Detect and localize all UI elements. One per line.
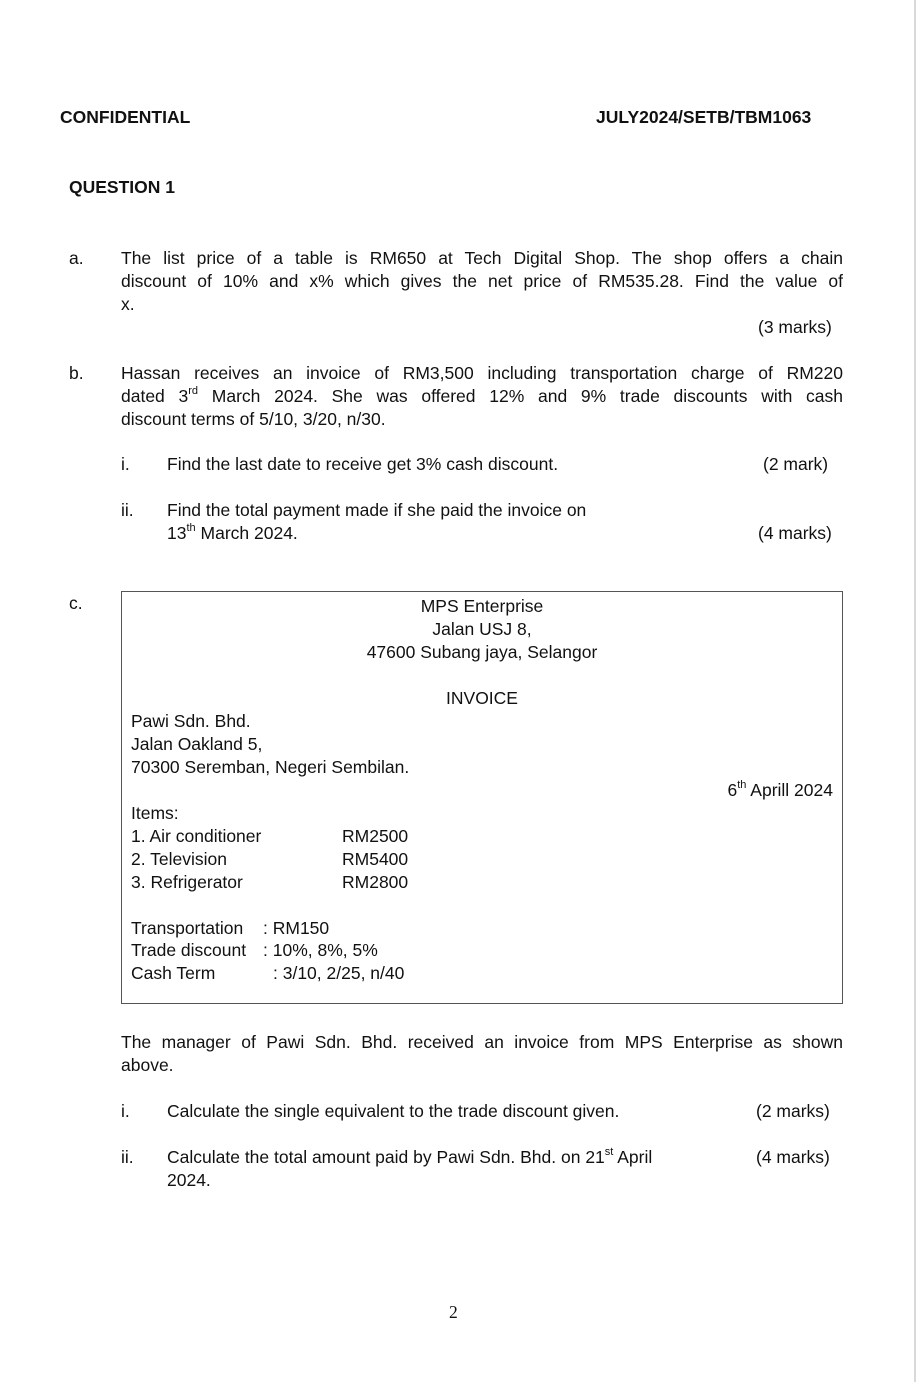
invoice-recipient-address2: 70300 Seremban, Negeri Sembilan.	[131, 757, 410, 777]
part-b-i-text: Find the last date to receive get 3% cash discount.	[167, 454, 559, 474]
part-b-ii-label: ii.	[121, 500, 134, 520]
part-b-line: dated 3rd March 2024. She was offered 12% and 9% trade discounts with cash	[121, 385, 844, 406]
invoice-company: MPS Enterprise	[420, 596, 544, 616]
part-b-ii-line1: Find the total payment made if she paid the invoice on	[167, 500, 587, 520]
part-c-ii-marks: (4 marks)	[756, 1147, 830, 1167]
part-a-label: a.	[69, 248, 84, 268]
question-title: QUESTION 1	[69, 177, 175, 197]
invoice-term-value: : 10%, 8%, 5%	[263, 940, 378, 960]
part-a-text	[121, 247, 843, 316]
invoice-term-label: Cash Term	[131, 963, 216, 983]
part-b-i-label: i.	[121, 454, 130, 474]
invoice-term-label: Trade discount	[131, 940, 247, 960]
invoice-title: INVOICE	[446, 688, 518, 708]
part-a-marks: (3 marks)	[758, 317, 832, 337]
page-edge-shadow	[914, 0, 916, 1382]
invoice-date: 6th Aprill 2024	[727, 779, 833, 800]
invoice-term-label: Transportation	[131, 918, 244, 938]
part-b-i-marks: (2 mark)	[763, 454, 829, 474]
part-c-label: c.	[69, 593, 83, 613]
part-c-description-line: above.	[121, 1055, 174, 1075]
part-c-description	[121, 1031, 843, 1077]
invoice-items-label: Items:	[131, 803, 179, 823]
invoice-term-value: : 3/10, 2/25, n/40	[273, 963, 405, 983]
invoice-item-name: 2. Television	[131, 849, 227, 869]
invoice-recipient-name: Pawi Sdn. Bhd.	[131, 711, 251, 731]
invoice-item-price: RM2500	[342, 826, 409, 846]
exam-code: JULY2024/SETB/TBM1063	[596, 107, 812, 127]
part-c-i-label: i.	[121, 1101, 130, 1121]
page-number: 2	[449, 1302, 458, 1322]
part-b-line: Hassan receives an invoice of RM3,500 including transportation charge of RM220	[121, 363, 843, 383]
part-b-label: b.	[69, 363, 84, 383]
invoice-item-price: RM2800	[342, 872, 409, 892]
invoice-box	[121, 591, 843, 1004]
invoice-address-line1: Jalan USJ 8,	[432, 619, 532, 639]
part-a-line: The list price of a table is RM650 at Tech Digital Shop. The shop offers a chain	[121, 248, 843, 268]
part-c-description-line: The manager of Pawi Sdn. Bhd. received an invoice from MPS Enterprise as shown	[121, 1032, 843, 1052]
invoice-item-price: RM5400	[342, 849, 409, 869]
part-c-ii-line2: 2024.	[167, 1170, 211, 1190]
invoice-item-name: 1. Air conditioner	[131, 826, 262, 846]
part-c-i-marks: (2 marks)	[756, 1101, 830, 1121]
confidential-label: CONFIDENTIAL	[60, 107, 191, 127]
part-b-ii-line2: 13th March 2024.	[167, 522, 298, 543]
part-a-line: x.	[121, 294, 135, 314]
part-a-line: discount of 10% and x% which gives the net price of RM535.28. Find the value of	[121, 271, 843, 291]
invoice-term-value: : RM150	[263, 918, 330, 938]
part-c-i-text: Calculate the single equivalent to the trade discount given.	[167, 1101, 620, 1121]
invoice-recipient-address1: Jalan Oakland 5,	[131, 734, 263, 754]
part-c-ii-label: ii.	[121, 1147, 134, 1167]
part-b-line: discount terms of 5/10, 3/20, n/30.	[121, 409, 386, 429]
invoice-item-name: 3. Refrigerator	[131, 872, 243, 892]
part-b-ii-marks: (4 marks)	[758, 523, 832, 543]
invoice-address-line2: 47600 Subang jaya, Selangor	[366, 642, 598, 662]
part-b-text	[121, 362, 843, 431]
part-c-ii-line1: Calculate the total amount paid by Pawi Sdn. Bhd. on 21st April	[167, 1146, 653, 1167]
